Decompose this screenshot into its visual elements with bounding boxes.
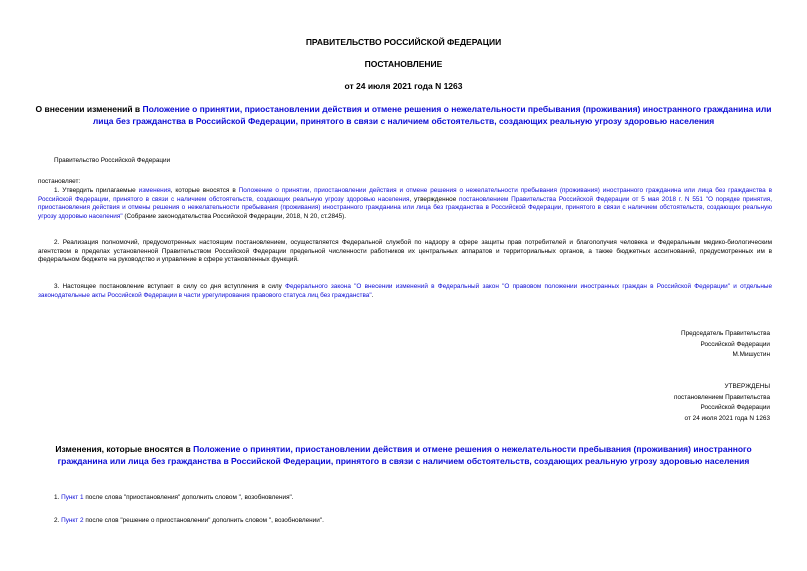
signature-line-3: М.Мишустин [732,351,770,359]
regulation-link[interactable]: Положение о принятии, приостановлении действия и отмене решения о нежелательности пребывания (проживания) иностранного гражданина или лица без гражданства в Российской Федерации, принятого в связи с наличием обстоятельств, создающих реальную угрозу здоровью населения [92,104,772,126]
approval-block [674,382,770,424]
p1-start: 1. Утвердить прилагаемые [54,187,139,194]
clause-1-link[interactable]: Пункт 1 [61,494,84,501]
approval-line-1: УТВЕРЖДЕНЫ [724,383,770,390]
change-item-1-text: после слова "приостановления" дополнить словом ", возобновления". [83,494,294,501]
changes-regulation-link[interactable]: Положение о принятии, приостановлении действия и отмене решения о нежелательности пребывания (проживания) иностранного гражданина или лица без гражданства в Российской Федерации, принятого в связи с наличием обстоятельств, создающих реальную угрозу здоровью населения [57,444,752,466]
approval-line-3: Российской Федерации [700,404,770,412]
change-item-2-number: 2. [54,517,62,524]
change-item-1-number: 1. [54,494,62,501]
changes-title [30,444,777,467]
changes-link[interactable]: изменения [138,187,171,194]
change-item-2-text: после слов "решение о приостановлении" дополнить словом ", возобновлении". [83,517,324,524]
issuer-text: Правительство Российской Федерации [54,157,171,164]
signature-block [681,329,770,361]
decrees-text: постановляет: [38,178,81,185]
change-item-1 [54,494,788,503]
federal-law-link[interactable]: Федерального закона "О внесении изменений в Федеральный закон "О правовом положении иностранных граждан в Российской Федерации" и отдельные законодательные акты Российской Федерации в части урегулирования правового статуса лиц без гражданства" [38,283,773,299]
p3-end: . [371,291,374,299]
document-title-prefix: О внесении изменений в [35,104,143,114]
approval-line-4: от 24 июля 2021 года N 1263 [684,414,770,422]
clause-2-link[interactable]: Пункт 2 [61,517,84,524]
document-date-number: от 24 июля 2021 года N 1263 [344,81,463,91]
regulation-link-inline[interactable]: Положение о принятии, приостановлении действия и отмене решения о нежелательности пребывания (проживания) иностранного гражданина или лица без гражданства в Российской Федерации, принятого в связи с наличием обстоятельств, создающих реальную угрозу здоровью населения [38,187,772,203]
p3-start: 3. Настоящее постановление вступает в силу со дня вступления в силу [54,283,286,290]
changes-title-prefix: Изменения, которые вносятся в [55,444,194,454]
paragraph-3 [38,283,772,300]
signature-line-2: Российской Федерации [700,340,770,348]
document-title [30,104,777,127]
approval-line-2: постановлением Правительства [674,393,770,401]
resolution-551-link[interactable]: постановлением Правительства Российской Федерации от 5 мая 2018 г. N 551 "О порядке принятия, приостановления действия и отмены решения о нежелательности пребывания (проживания) иностранного гражданина или лица без гражданства в Российской Федерации, принятого в связи с наличием обстоятельств, создающих реальную угрозу здоровью населения" [38,195,773,220]
p1-mid1: , которые вносятся в [170,187,239,194]
paragraph-1 [38,187,772,221]
change-item-2 [54,517,788,526]
p1-end: (Собрание законодательства Российской Федерации, 2018, N 20, ст.2845). [122,212,347,220]
government-heading: ПРАВИТЕЛЬСТВО РОССИЙСКОЙ ФЕДЕРАЦИИ [305,37,502,47]
paragraph-2: 2. Реализация полномочий, предусмотренных настоящим постановлением, осуществляется Федеральной службой по надзору в сфере защиты прав потребителей и благополучия человека и Федеральным медико-биологическим агентством в пределах установленной Правительством Российской Федерации предельной численности работников их центральных аппаратов и территориальных органов, а также бюджетных ассигнований, предусмотренных им в федеральном бюджете на руководство и управление в сфере установленных функций. [38,239,772,264]
p1-mid2: , утвержденное [409,195,460,203]
document-type-heading: ПОСТАНОВЛЕНИЕ [364,59,443,69]
signature-line-1: Председатель Правительства [681,330,770,337]
